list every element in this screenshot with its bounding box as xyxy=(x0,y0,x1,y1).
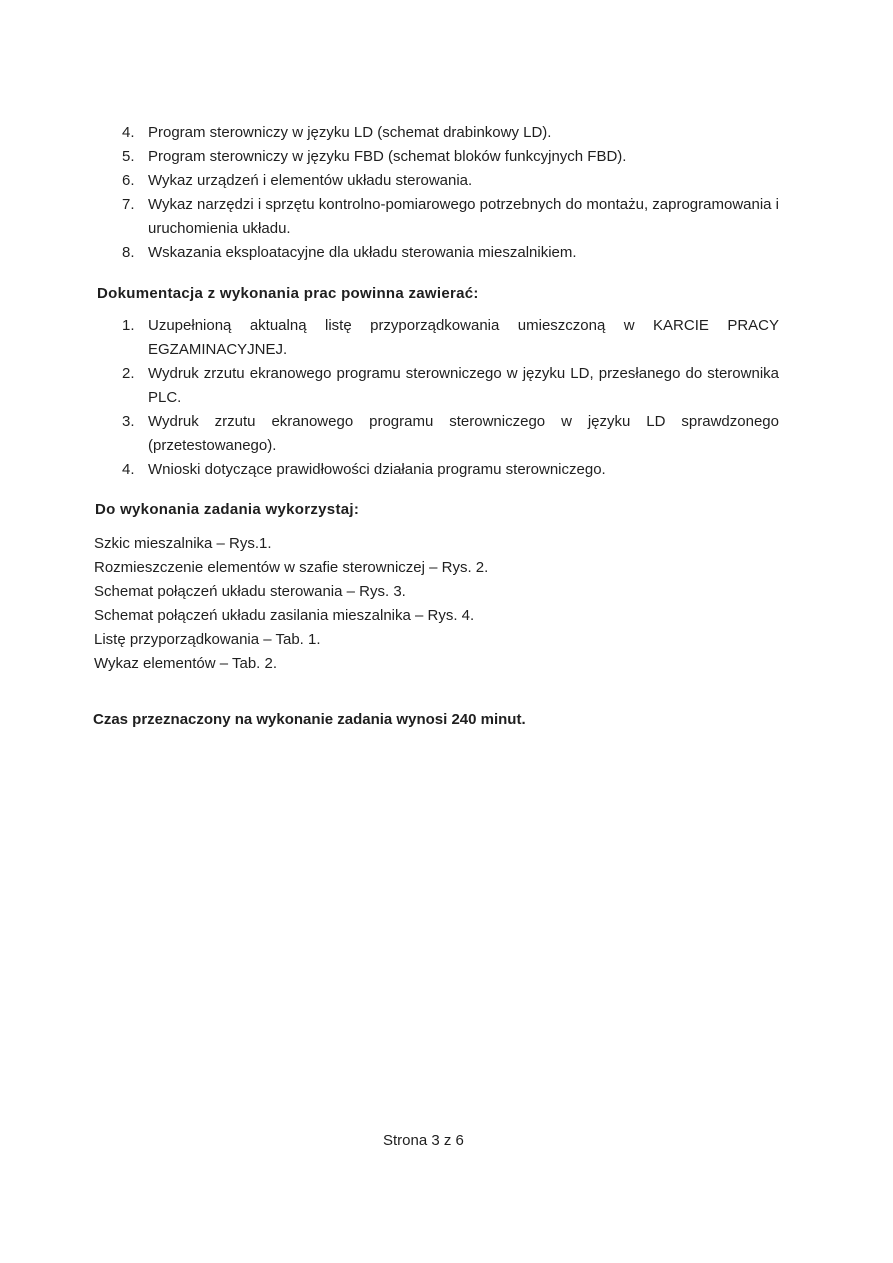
page-number: Strona 3 z 6 xyxy=(383,1132,464,1149)
list-item xyxy=(122,169,779,193)
list-item xyxy=(122,121,779,145)
list-item: Wykaz elementów – Tab. 2. xyxy=(94,655,278,672)
list-item-number: 2. xyxy=(122,365,135,382)
list-item-text: Program sterowniczy w języku LD (schemat drabinkowy LD). xyxy=(148,124,552,141)
documentation-heading: Dokumentacja z wykonania prac powinna zawierać: xyxy=(97,285,479,302)
documentation-list xyxy=(122,314,779,482)
list-item-number: 7. xyxy=(122,196,135,213)
list-item-number: 8. xyxy=(122,244,135,261)
list-item-text: Uzupełnioną aktualną listę przyporządkowania umieszczoną w KARCIE PRACY EGZAMINACYJNEJ. xyxy=(148,317,779,358)
list-item-number: 4. xyxy=(122,124,135,141)
list-item-number: 6. xyxy=(122,172,135,189)
list-item-text: Program sterowniczy w języku FBD (schemat bloków funkcyjnych FBD). xyxy=(148,148,627,165)
list-item-text: Wydruk zrzutu ekranowego programu sterowniczego w języku LD, przesłanego do sterownika PLC. xyxy=(148,365,779,406)
resources-list xyxy=(94,532,488,676)
resources-heading: Do wykonania zadania wykorzystaj: xyxy=(95,501,360,518)
list-item-number: 4. xyxy=(122,461,135,478)
time-allotted-note: Czas przeznaczony na wykonanie zadania wynosi 240 minut. xyxy=(93,711,526,728)
list-item-number: 1. xyxy=(122,317,135,334)
list-item-text: Wykaz urządzeń i elementów układu sterowania. xyxy=(148,172,473,189)
list-item: Listę przyporządkowania – Tab. 1. xyxy=(94,631,321,648)
list-item xyxy=(122,410,779,458)
list-item-number: 5. xyxy=(122,148,135,165)
list-item-text: Wykaz narzędzi i sprzętu kontrolno-pomiarowego potrzebnych do montażu, zaprogramowania i uruchomienia układu. xyxy=(148,196,780,237)
list-item xyxy=(122,193,779,241)
list-item xyxy=(122,241,779,265)
list-item: Szkic mieszalnika – Rys.1. xyxy=(94,535,272,552)
list-item-text: Wnioski dotyczące prawidłowości działania programu sterowniczego. xyxy=(148,461,606,478)
list-item: Rozmieszczenie elementów w szafie sterowniczej – Rys. 2. xyxy=(94,559,489,576)
list-item xyxy=(122,314,779,362)
list-item: Schemat połączeń układu sterowania – Rys. 3. xyxy=(94,583,406,600)
list-item-number: 3. xyxy=(122,413,135,430)
list-item: Schemat połączeń układu zasilania mieszalnika – Rys. 4. xyxy=(94,607,475,624)
list-item-text: Wydruk zrzutu ekranowego programu sterowniczego w języku LD sprawdzonego (przetestowanego). xyxy=(148,413,779,454)
deliverables-list-continued xyxy=(122,121,779,265)
list-item xyxy=(122,362,779,410)
list-item xyxy=(122,458,779,482)
list-item xyxy=(122,145,779,169)
list-item-text: Wskazania eksploatacyjne dla układu sterowania mieszalnikiem. xyxy=(148,244,577,261)
